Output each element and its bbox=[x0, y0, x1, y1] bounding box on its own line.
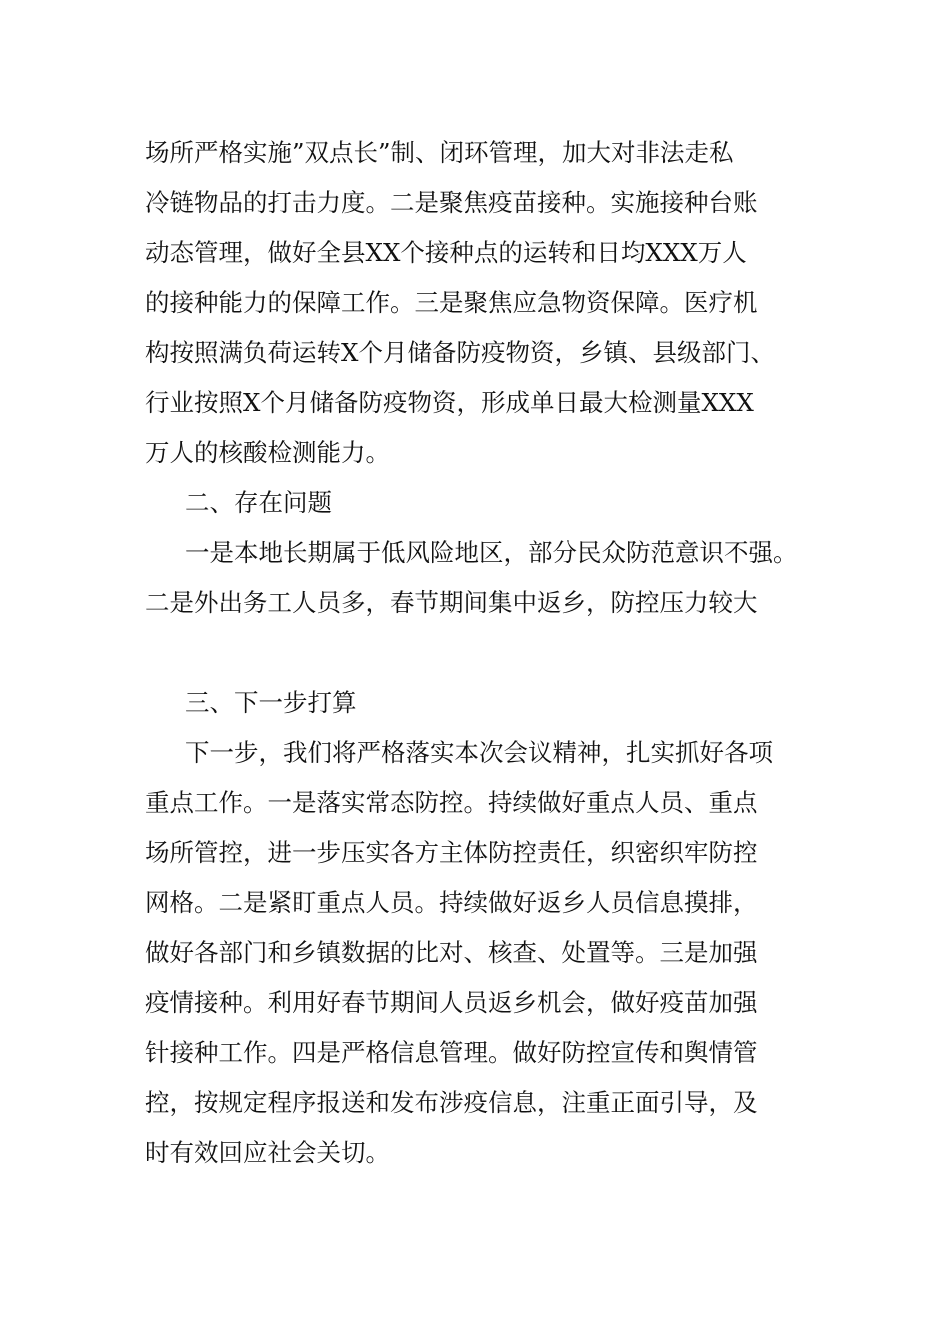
paragraph-2-line: 一是本地长期属于低风险地区，部分民众防范意识不强。 bbox=[185, 538, 798, 567]
paragraph-3-line: 重点工作。一是落实常态防控。持续做好重点人员、重点 bbox=[145, 788, 758, 817]
document-body bbox=[145, 128, 810, 1178]
paragraph-1-line: 的接种能力的保障工作。三是聚焦应急物资保障。医疗机 bbox=[145, 288, 758, 317]
paragraph-3-line: 做好各部门和乡镇数据的比对、核查、处置等。三是加强 bbox=[145, 938, 758, 967]
paragraph-3-line: 网格。二是紧盯重点人员。持续做好返乡人员信息摸排， bbox=[145, 888, 758, 917]
paragraph-1-line: 冷链物品的打击力度。二是聚焦疫苗接种。实施接种台账 bbox=[145, 188, 758, 217]
paragraph-3-line: 疫情接种。利用好春节期间人员返乡机会，做好疫苗加强 bbox=[145, 988, 758, 1017]
paragraph-3-line: 控，按规定程序报送和发布涉疫信息，注重正面引导，及 bbox=[145, 1088, 758, 1117]
paragraph-3 bbox=[145, 728, 810, 1178]
paragraph-1-line: 万人的核酸检测能力。 bbox=[145, 438, 390, 467]
paragraph-3-line: 场所管控，进一步压实各方主体防控责任，织密织牢防控 bbox=[145, 838, 758, 867]
paragraph-3-line: 针接种工作。四是严格信息管理。做好防控宣传和舆情管 bbox=[145, 1038, 758, 1067]
paragraph-1 bbox=[145, 128, 810, 478]
paragraph-3-line: 下一步，我们将严格落实本次会议精神，扎实抓好各项 bbox=[185, 738, 773, 767]
paragraph-3-line: 时有效回应社会关切。 bbox=[145, 1138, 390, 1167]
paragraph-2 bbox=[145, 528, 810, 628]
section-heading-next-steps: 三、下一步打算 bbox=[185, 688, 357, 717]
paragraph-1-line: 行业按照X个月储备防疫物资，形成单日最大检测量XXX bbox=[145, 388, 754, 417]
paragraph-1-line: 场所严格实施”双点长”制、闭环管理，加大对非法走私 bbox=[145, 138, 734, 167]
paragraph-1-line: 动态管理，做好全县XX个接种点的运转和日均XXX万人 bbox=[145, 238, 747, 267]
paragraph-2-line: 二是外出务工人员多，春节期间集中返乡，防控压力较大 bbox=[145, 588, 758, 617]
paragraph-1-line: 构按照满负荷运转X个月储备防疫物资，乡镇、县级部门、 bbox=[145, 338, 775, 367]
section-heading-problems: 二、存在问题 bbox=[185, 488, 332, 517]
blank-line bbox=[145, 628, 810, 678]
